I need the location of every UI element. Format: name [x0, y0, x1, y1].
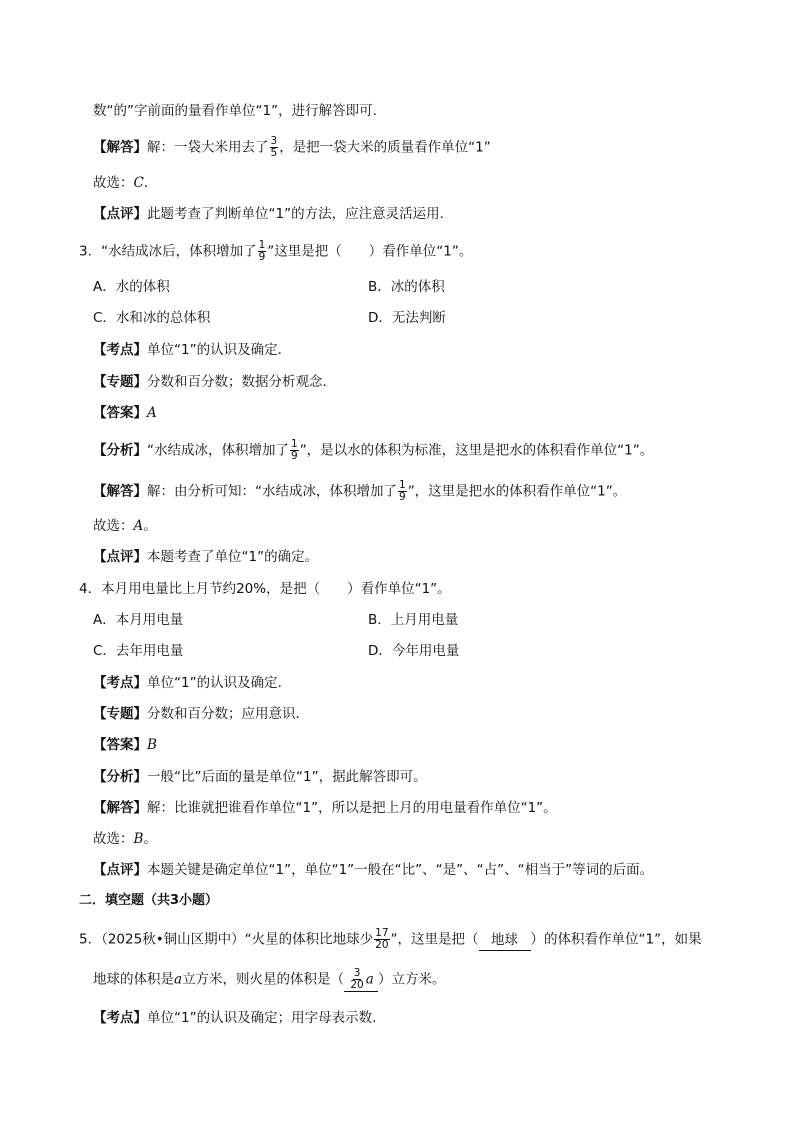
solution-tag: 【解答】 [93, 139, 147, 156]
q4-option-c: C．去年用电量 [93, 643, 184, 659]
section-heading: 二．填空题（共3小题） [79, 893, 219, 908]
q3-zhuanti: 【专题】分数和百分数；数据分析观念． [93, 374, 336, 390]
q4-answer: 【答案】B [93, 737, 157, 753]
fraction: $\frac{3}{20}$ [350, 967, 364, 991]
q4-stem: 4．本月用电量比上月节约20%，是把（ ）看作单位“1”。 [79, 581, 451, 597]
q3-solution: 【解答】解：由分析可知：“水结成冰，体积增加了 $\frac{1}{9}$ ”，这里是把水的体积看作单位“1”。 [93, 479, 627, 503]
q3-option-b: B．冰的体积 [368, 279, 445, 295]
answer-blank: $\frac{3}{20}$ a [344, 968, 378, 992]
q3-answer: 【答案】A [93, 405, 157, 421]
fraction: $\frac{1}{9}$ [291, 438, 298, 462]
q3-kaodian: 【考点】单位“1”的认识及确定． [93, 342, 292, 358]
comment-tag: 【点评】 [93, 206, 147, 222]
analysis-continuation: 数“的”字前面的量看作单位“1”，进行解答即可． [93, 103, 387, 119]
q4-comment: 【点评】本题关键是确定单位“1”，单位“1”一般在“比”、“是”、“占”、“相当于”等词的后面。 [93, 862, 654, 878]
q4-kaodian: 【考点】单位“1”的认识及确定． [93, 675, 292, 691]
q5-stem-line2: 地球的体积是a立方米，则火星的体积是（ $\frac{3}{20}$ a ）立方米。 [93, 967, 446, 991]
answer-blank: 地球 [479, 930, 531, 951]
fraction: $\frac{17}{20}$ [375, 927, 389, 951]
q4-zhuanti: 【专题】分数和百分数；应用意识． [93, 706, 309, 722]
q4-solution: 【解答】解：比谁就把谁看作单位“1”，所以是把上月的用电量看作单位“1”。 [93, 800, 557, 816]
fraction: $\frac{1}{9}$ [399, 479, 406, 503]
q4-analysis: 【分析】一般“比”后面的量是单位“1”，据此解答即可。 [93, 769, 427, 785]
q3-analysis: 【分析】“水结成冰，体积增加了 $\frac{1}{9}$ ”，是以水的体积为标准，这里是把水的体积看作单位“1”。 [93, 438, 654, 462]
q5-kaodian: 【考点】单位“1”的认识及确定；用字母表示数． [93, 1010, 386, 1026]
q4-option-a: A．本月用电量 [93, 612, 184, 628]
q3-stem: 3．“水结成冰后，体积增加了 $\frac{1}{9}$ ”这里是把（ ）看作单位“1”。 [79, 239, 473, 263]
q4-option-b: B．上月用电量 [368, 612, 459, 628]
fraction: $\frac{3}{5}$ [270, 135, 278, 159]
q4-choice: 故选：B。 [93, 831, 157, 847]
q4-option-d: D．今年用电量 [368, 643, 460, 659]
q2-choice: 故选：C． [93, 175, 158, 191]
q3-option-d: D．无法判断 [368, 310, 446, 326]
q2-comment: 【点评】此题考查了判断单位“1”的方法，应注意灵活运用． [93, 206, 454, 222]
q5-stem: 5．（2025秋•铜山区期中）“火星的体积比地球少 $\frac{17}{20}$ ”，这里是把（ 地球 ）的体积看作单位“1”，如果 [79, 927, 702, 951]
q3-choice: 故选：A。 [93, 518, 157, 534]
q3-option-a: A．水的体积 [93, 279, 170, 295]
q3-comment: 【点评】本题考查了单位“1”的确定。 [93, 549, 319, 565]
q3-option-c: C．水和冰的总体积 [93, 310, 211, 326]
fraction: $\frac{1}{9}$ [258, 239, 266, 263]
q2-solution: 【解答】解：一袋大米用去了 $\frac{3}{5}$ ，是把一袋大米的质量看作单位“1” [93, 135, 491, 159]
